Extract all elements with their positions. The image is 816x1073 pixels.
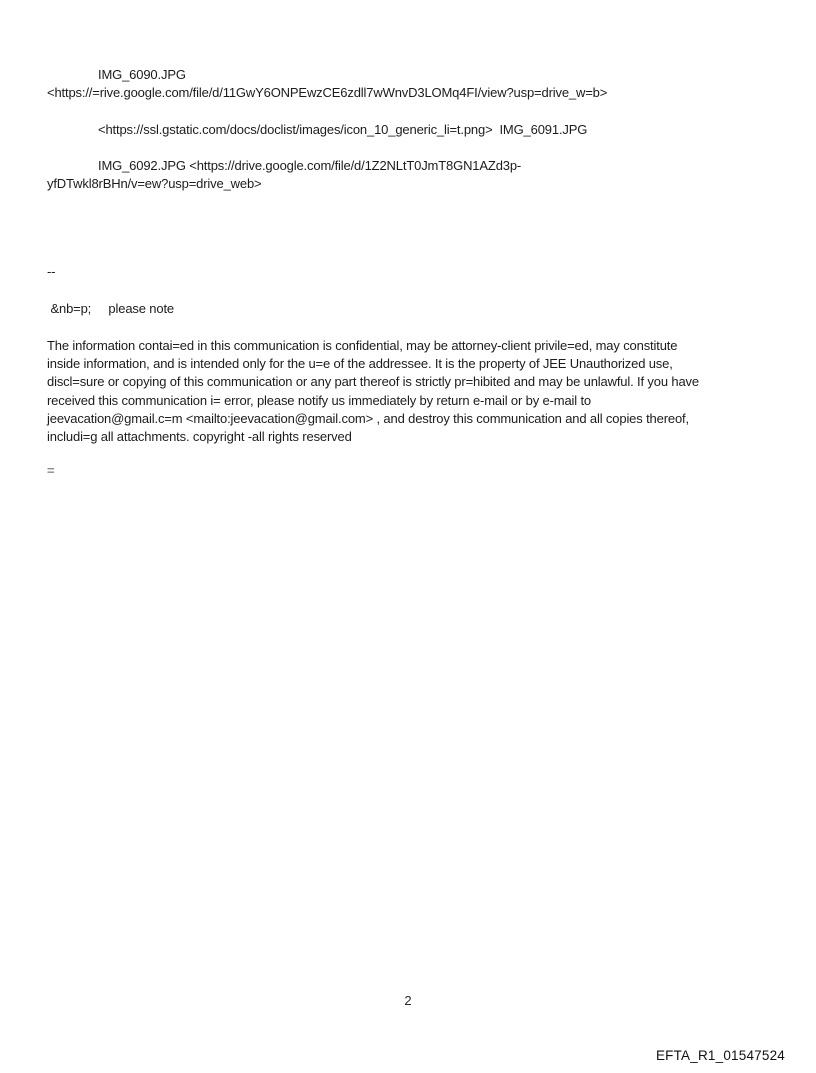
disclaimer-line-1: The information contai=ed in this communication is confidential, may be attorney-client privile=ed, may constitute bbox=[47, 337, 678, 353]
disclaimer-line-4: received this communication i= error, please notify us immediately by return e-mail or by e-mail to bbox=[47, 392, 592, 408]
blank-line bbox=[47, 102, 792, 120]
blank-line bbox=[47, 139, 792, 157]
attachment-img-6090-url: <https://=rive.google.com/file/d/11GwY6ONPEwzCE6zdll7wWnvD3LOMq4FI/view?usp=drive_w=b> bbox=[47, 85, 608, 101]
disclaimer-line-6: includi=g all attachments. copyright -all rights reserved bbox=[47, 429, 352, 444]
attachment-img-6092-name-url: IMG_6092.JPG <https://drive.google.com/file/d/1Z2NLtT0JmT8GN1AZd3p- bbox=[98, 157, 522, 173]
page-number: 2 bbox=[404, 993, 412, 1008]
attachment-img-6092-url-continued: yfDTwkl8rBHn/v=ew?usp=drive_web> bbox=[47, 176, 262, 192]
signature-separator: -- bbox=[47, 264, 56, 280]
blank-block bbox=[47, 193, 792, 263]
blank-line bbox=[47, 318, 792, 337]
attachment-img-6091-line: <https://ssl.gstatic.com/docs/doclist/images/icon_10_generic_li=t.png> IMG_6091.JPG bbox=[98, 121, 588, 137]
confidentiality-disclaimer bbox=[47, 337, 792, 446]
stray-equals-sign: = bbox=[47, 463, 55, 479]
attachment-img-6090-name: IMG_6090.JPG bbox=[98, 67, 186, 82]
email-body bbox=[47, 66, 792, 480]
disclaimer-line-2: inside information, and is intended only for the u=e of the addressee. It is the property of JEE Unauthorized use, bbox=[47, 356, 673, 372]
bates-number: EFTA_R1_01547524 bbox=[655, 1048, 785, 1063]
blank-line bbox=[47, 282, 792, 301]
disclaimer-line-5: jeevacation@gmail.c=m <mailto:jeevacation@gmail.com> , and destroy this communication and all copies thereof, bbox=[47, 410, 689, 426]
disclaimer-line-3: discl=sure or copying of this communication or any part thereof is strictly pr=hibited and may be unlawful. If you have bbox=[47, 374, 699, 390]
please-note-line: &nb=p; please note bbox=[47, 301, 175, 317]
